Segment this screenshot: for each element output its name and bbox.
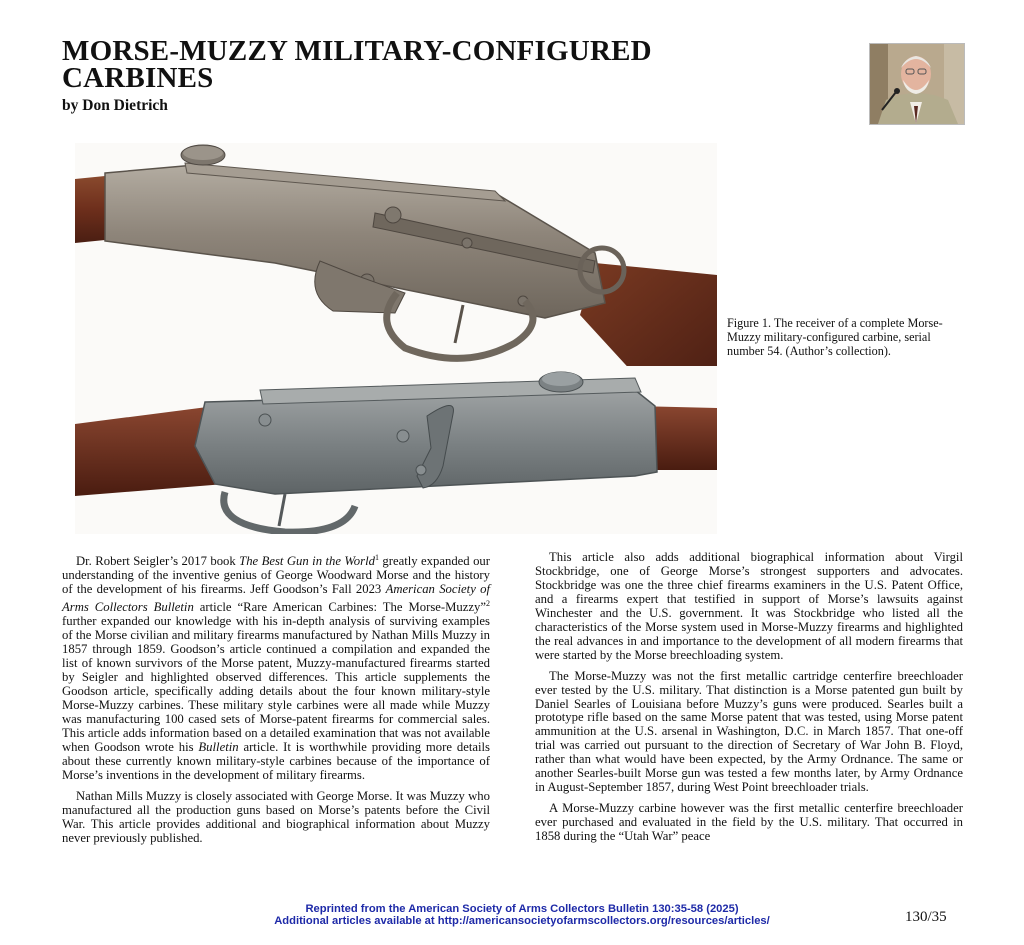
text-run: Dr. Robert Seigler’s 2017 book [76,554,240,569]
article-byline: by Don Dietrich [62,97,168,114]
article-left-column [62,551,490,853]
footnote-ref: 2 [486,599,490,609]
footnote-ref: 1 [374,553,379,562]
book-title: The Best Gun in the World [239,554,375,569]
reprint-footer [222,903,822,927]
figure-caption: Figure 1. The receiver of a complete Morse-Muzzy military-configured carbine, serial number 54. (Author’s collection). [727,316,943,358]
carbine-receiver-side-photo [75,366,717,534]
right-paragraph-3: A Morse-Muzzy carbine however was the first metallic centerfire breechloader ever purchased and evaluated in the field by the U.S. military. That occurred in 1858 during the “Utah War” peace [535,801,963,844]
page-number: 130/35 [905,909,947,925]
left-paragraph-1 [62,551,490,783]
text-run: further expanded our knowledge with his in-depth analysis of surviving examples of the Morse civilian and military firearms manufactured by Nathan Mills Muzzy in 1857 through 1859. Goodson’s article continued a compilation and expanded the list of known survivors of the Morse patent, Muzzy-manufactured firearms started by Seigler and highlighted observed differences. This article supplements the Goodson article, specifically adding details about the four known military-style Morse-Muzzy carbines. These military style carbines were all made while Muzzy was manufacturing 100 cased sets of Morse-patent firearms for commercial sales. This article adds information based on a detailed examination that was not available when Goodson wrote his [62,614,490,754]
text-run: article “Rare American Carbines: The Morse-Muzzy” [193,600,486,615]
right-paragraph-1: This article also adds additional biographical information about Virgil Stockbridge, one of George Morse’s strongest supporters and advocates. Stockbridge was one the three chief firearms examiners in the U.S. Patent Office, and a firearms expert that testified in support of Morse’s lawsuits against Winchester and the U.S. government. It was Stockbridge who listed all the characteristics of the Morse system used in Morse-Muzzy firearms and highlighted the real advances in and importance to the development of all modern firearms that were started by the Morse breechloading system. [535,550,963,662]
articles-link[interactable]: Additional articles available at http://americansocietyofarmscollectors.org/resources/articles/ [274,915,770,927]
text-run: greatly expanded our understanding of the inventive genius of George Woodward Morse and the history of the development of his firearms. Jeff Goodson’s Fall 2023 [62,554,490,597]
text-run: article. It is worthwhile providing more details about these currently known military-style carbines because of the importance of Morse’s inventions in the development of military firearms. [62,739,490,782]
journal-title: American Society of Arms Collectors Bulletin [62,582,490,615]
carbine-receiver-top-photo [75,143,717,375]
article-right-column [535,551,963,851]
right-paragraph-2: The Morse-Muzzy was not the first metallic cartridge centerfire breechloader ever tested by the U.S. military. That distinction is a Morse patented gun built by Daniel Searles of Louisiana before Muzzy’s guns were produced. Searles built a prototype rifle based on the same Morse patent that was tested, using Morse patent ammunition at the U.S. arsenal in Washington, D.C. in March 1857. That one-off trial was carried out pursuant to the direction of Secretary of War John B. Floyd, rather than what would have been expected, by the Army Ordnance. The same or another Searles-built Morse gun was tested a few months later, by Army Ordnance in August-September 1857, during West Point breechloader trials. [535,668,963,795]
author-photo [869,43,965,125]
left-paragraph-2: Nathan Mills Muzzy is closely associated with George Morse. It was Muzzy who manufactured all the production guns based on Morse’s patents before the Civil War. This article provides additional and biographical information about Muzzy never previously published. [62,788,490,845]
journal-short-title: Bulletin [198,739,239,754]
reprint-notice: Reprinted from the American Society of Arms Collectors Bulletin 130:35-58 (2025) [305,903,739,915]
article-title: MORSE-MUZZY MILITARY-CONFIGURED CARBINES [62,35,652,94]
